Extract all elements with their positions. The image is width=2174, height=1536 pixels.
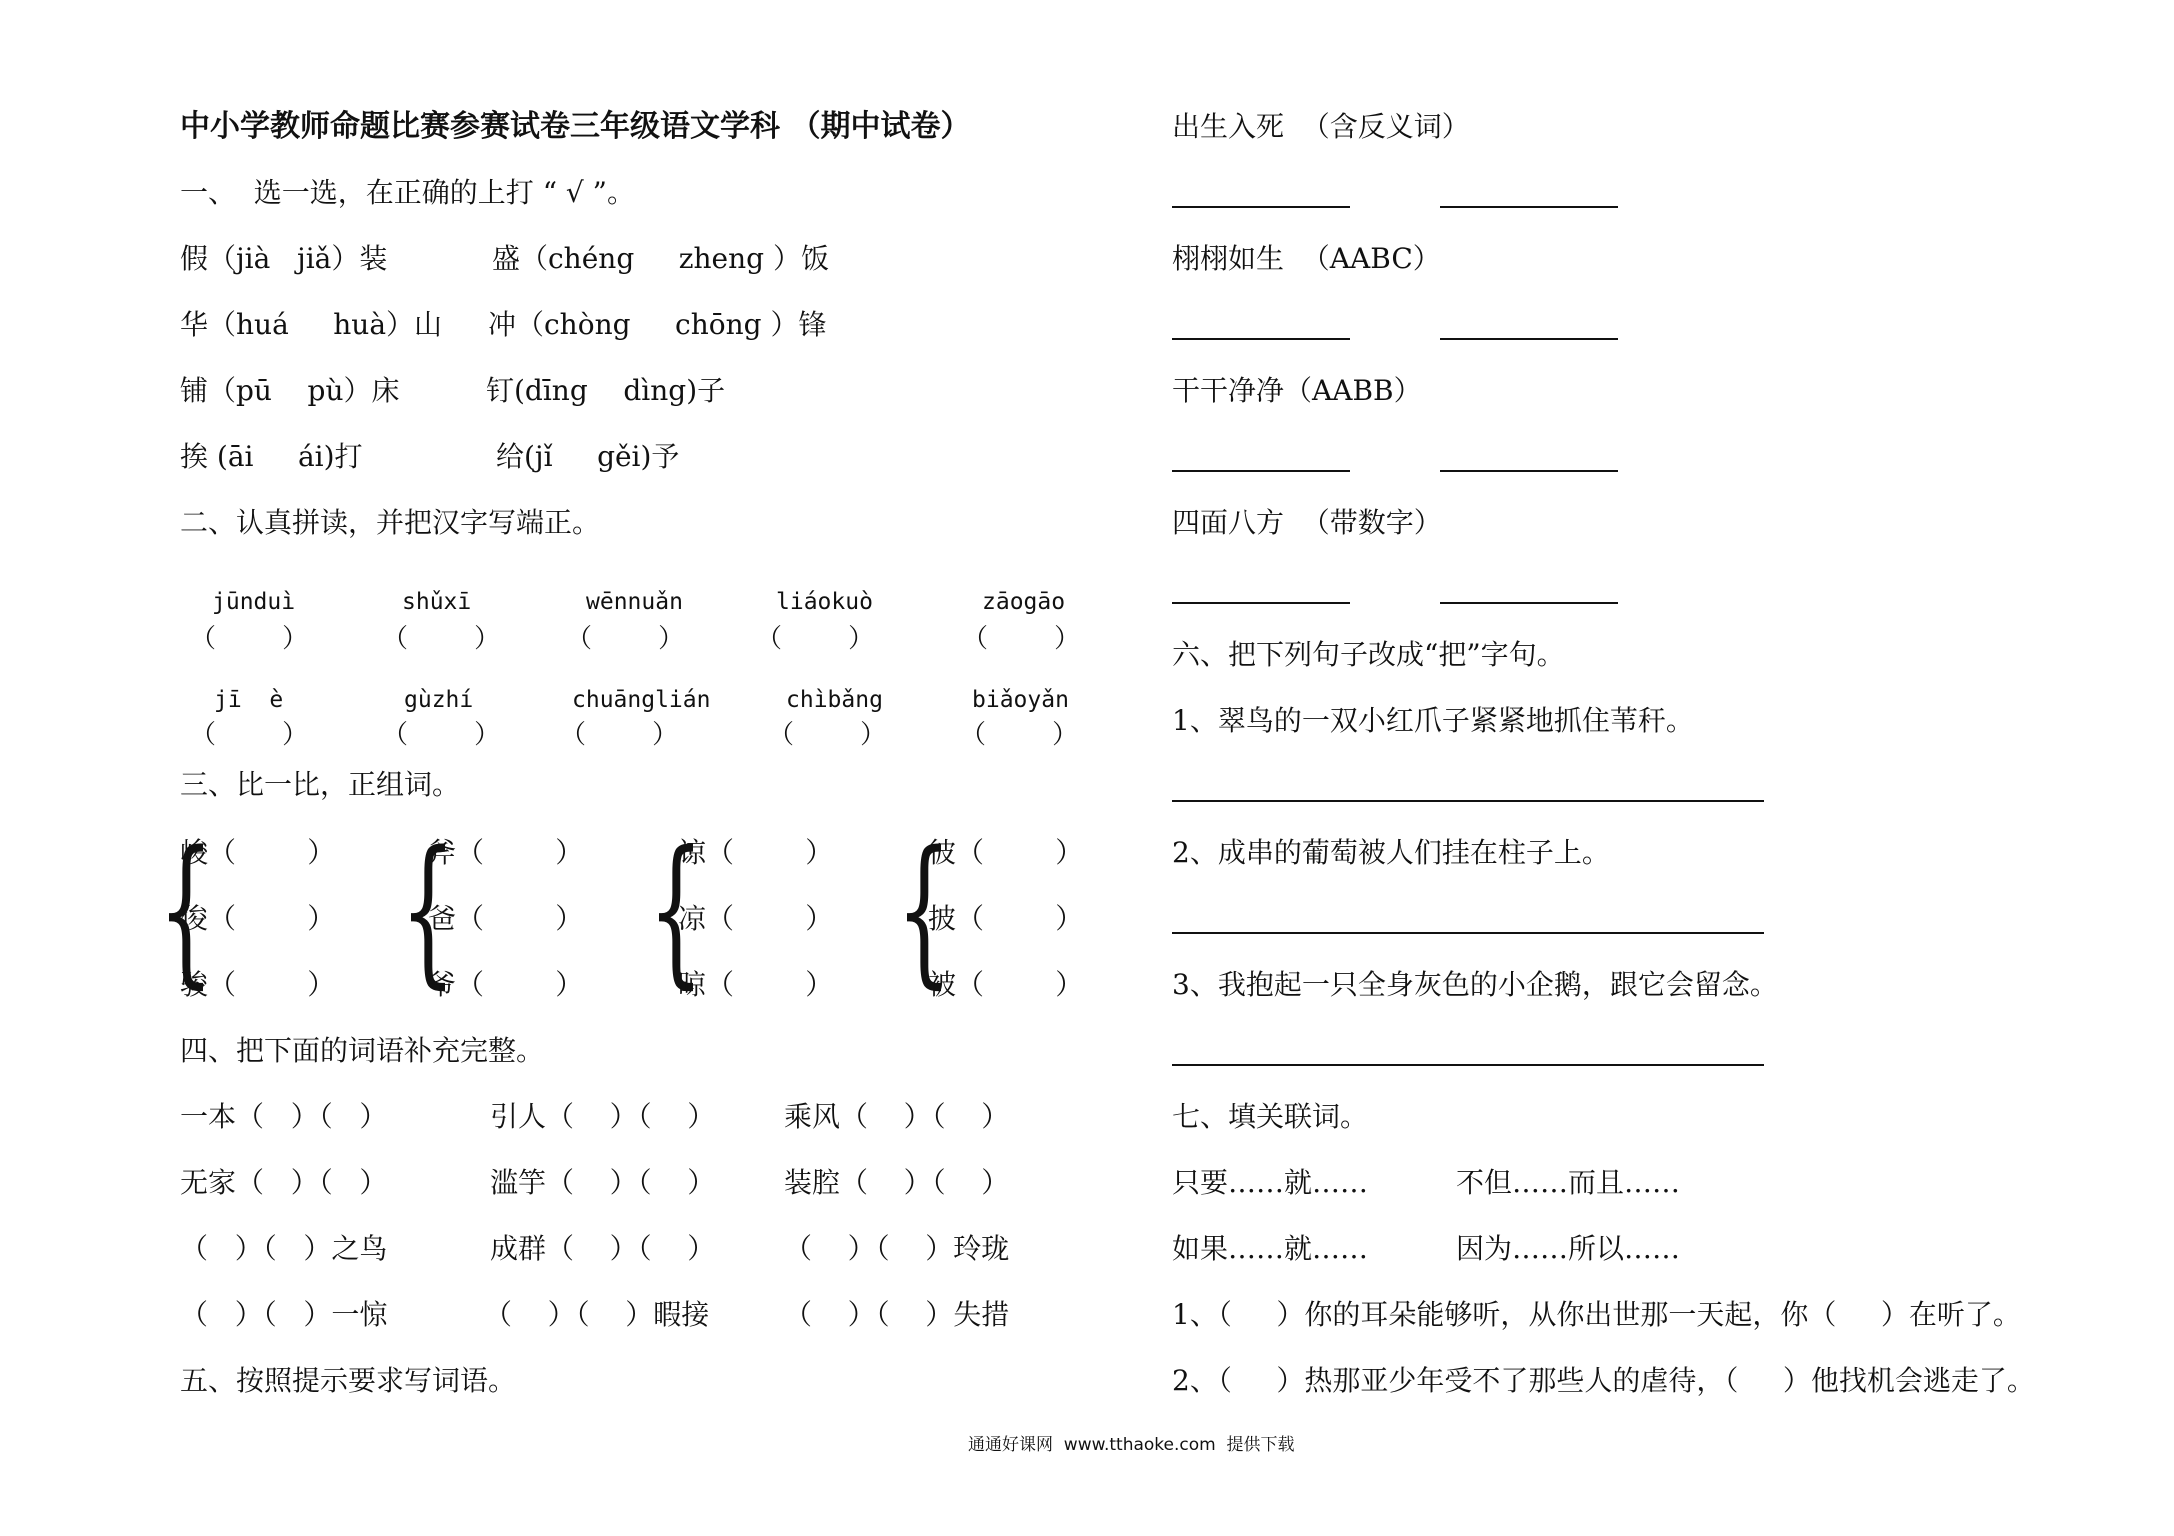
fill-item: 2、（ ）热那亚少年受不了那些人的虐待，（ ）他找机会逃走了。 (1172, 1364, 2035, 1397)
pinyin-word: shǔxī (402, 589, 472, 615)
sentence-item: 2、成串的葡萄被人们挂在柱子上。 (1172, 836, 1610, 869)
compare-item: 爸（ ） (428, 902, 584, 935)
answer-line (1172, 470, 1350, 472)
section-1-heading: 一、 选一选，在正确的上打 “ √ ”。 (180, 176, 635, 209)
idiom-item: （ ）（ ）暇接 (484, 1298, 710, 1331)
answer-line (1172, 206, 1350, 208)
answer-line (1172, 338, 1350, 340)
answer-line (1440, 602, 1618, 604)
idiom-item: 一本（ ）（ ） (180, 1100, 388, 1133)
answer-blank: （ ） (190, 720, 309, 750)
answer-line (1440, 338, 1618, 340)
s1-item: 冲（chòng chōng ）锋 (488, 308, 827, 341)
conjunction-pair: 因为……所以…… (1456, 1232, 1681, 1265)
s1-item: 假（jià jiǎ）装 (180, 242, 388, 275)
section-7-heading: 七、填关联词。 (1172, 1100, 1369, 1133)
idiom-item: （ ）（ ）一惊 (180, 1298, 388, 1331)
compare-item: 凉（ ） (678, 902, 834, 935)
compare-item: 披（ ） (928, 902, 1084, 935)
compare-item: 晾（ ） (678, 968, 834, 1001)
answer-blank: （ ） (566, 624, 685, 654)
s1-item: 挨 (āi ái)打 (180, 440, 363, 473)
section-2-heading: 二、认真拼读，并把汉字写端正。 (180, 506, 601, 539)
idiom-item: （ ）（ ）失措 (784, 1298, 1010, 1331)
sentence-item: 1、翠鸟的一双小红爪子紧紧地抓住苇秆。 (1172, 704, 1694, 737)
idiom-item: （ ）（ ）之鸟 (180, 1232, 388, 1265)
answer-line (1172, 602, 1350, 604)
answer-line (1172, 932, 1764, 934)
conjunction-pair: 只要……就…… (1172, 1166, 1369, 1199)
answer-blank: （ ） (756, 624, 875, 654)
section-6-heading: 六、把下列句子改成“把”字句。 (1172, 638, 1565, 671)
section-4-heading: 四、把下面的词语补充完整。 (180, 1034, 545, 1067)
word-prompt: 出生入死 （含反义词） (1172, 110, 1470, 143)
brace-icon: { (648, 816, 704, 1003)
word-prompt: 四面八方 （带数字） (1172, 506, 1442, 539)
brace-icon: { (158, 816, 214, 1003)
page-title: 中小学教师命题比赛参赛试卷三年级语文学科 （期中试卷） (180, 109, 971, 144)
pinyin-word: biǎoyǎn (972, 687, 1069, 713)
answer-blank: （ ） (190, 624, 309, 654)
s1-item: 盛（chéng zheng ）饭 (492, 242, 829, 275)
answer-line (1440, 206, 1618, 208)
word-prompt: 干干净净（AABB） (1172, 374, 1422, 407)
brace-icon: { (400, 816, 456, 1003)
conjunction-pair: 如果……就…… (1172, 1232, 1369, 1265)
compare-item: 斧（ ） (428, 836, 584, 869)
compare-item: 俊（ ） (180, 902, 336, 935)
s1-item: 铺（pū pù）床 (180, 374, 400, 407)
answer-blank: （ ） (382, 720, 501, 750)
idiom-item: 装腔（ ）（ ） (784, 1166, 1010, 1199)
answer-blank: （ ） (560, 720, 679, 750)
section-5-heading: 五、按照提示要求写词语。 (180, 1364, 517, 1397)
compare-item: 被（ ） (928, 968, 1084, 1001)
pinyin-word: zāogāo (982, 589, 1066, 615)
idiom-item: （ ）（ ）玲珑 (784, 1232, 1010, 1265)
pinyin-word: jī è (214, 687, 284, 713)
pinyin-word: gùzhí (404, 687, 474, 713)
s1-item: 钉(dīng dìng)子 (486, 374, 726, 407)
answer-line (1172, 800, 1764, 802)
pinyin-word: chuānglián (572, 687, 711, 713)
compare-item: 峻（ ） (180, 836, 336, 869)
idiom-item: 成群（ ）（ ） (490, 1232, 716, 1265)
compare-item: 爷（ ） (428, 968, 584, 1001)
compare-item: 彼（ ） (928, 836, 1084, 869)
answer-blank: （ ） (960, 720, 1079, 750)
conjunction-pair: 不但……而且…… (1456, 1166, 1681, 1199)
section-3-heading: 三、比一比，正组词。 (180, 768, 461, 801)
footer-source: 通通好课网 www.tthaoke.com 提供下载 (968, 1435, 1295, 1455)
pinyin-word: wēnnuǎn (586, 589, 683, 615)
pinyin-word: chìbǎng (786, 687, 883, 713)
word-prompt: 栩栩如生 （AABC） (1172, 242, 1441, 275)
pinyin-word: jūnduì (212, 589, 296, 615)
answer-blank: （ ） (768, 720, 887, 750)
idiom-item: 滥竽（ ）（ ） (490, 1166, 716, 1199)
fill-item: 1、（ ）你的耳朵能够听，从你出世那一天起，你（ ）在听了。 (1172, 1298, 2021, 1331)
brace-icon: { (896, 816, 952, 1003)
s1-item: 给(jǐ gěi)予 (496, 440, 680, 473)
answer-line (1440, 470, 1618, 472)
compare-item: 骏（ ） (180, 968, 336, 1001)
idiom-item: 乘风（ ）（ ） (784, 1100, 1010, 1133)
pinyin-word: liáokuò (776, 589, 873, 615)
answer-blank: （ ） (962, 624, 1081, 654)
answer-line (1172, 1064, 1764, 1066)
idiom-item: 引人（ ）（ ） (490, 1100, 716, 1133)
sentence-item: 3、我抱起一只全身灰色的小企鹅，跟它会留念。 (1172, 968, 1778, 1001)
compare-item: 谅（ ） (678, 836, 834, 869)
s1-item: 华（huá huà）山 (180, 308, 443, 341)
idiom-item: 无家（ ）（ ） (180, 1166, 388, 1199)
answer-blank: （ ） (382, 624, 501, 654)
